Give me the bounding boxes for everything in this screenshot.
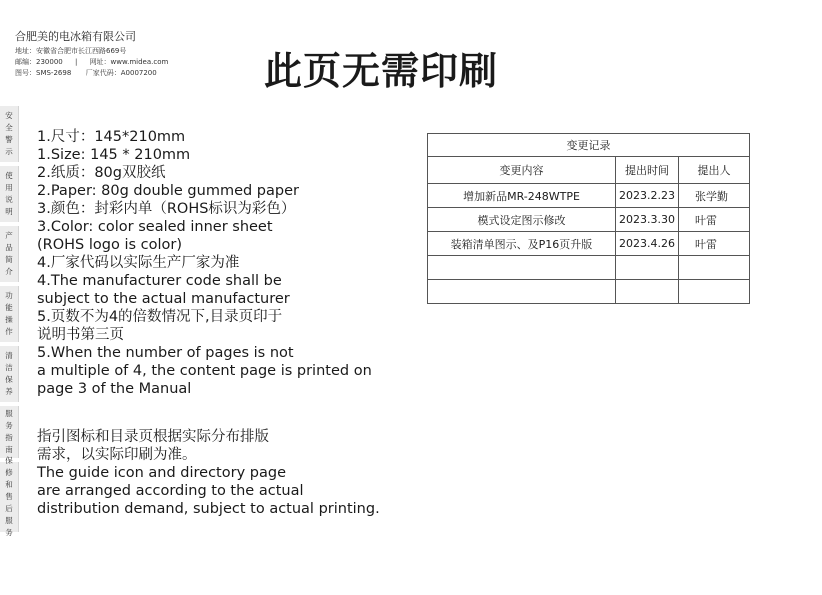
spec-line: 2.Paper: 80g double gummed paper <box>37 183 299 199</box>
change-log-title: 变更记录 <box>428 134 750 157</box>
spec-line: a multiple of 4, the content page is printed on <box>37 363 372 379</box>
spec-line: 1.Size: 145 * 210mm <box>37 147 191 163</box>
tab-cleaning-maintenance[interactable] <box>0 346 19 402</box>
factory-code: 厂家代码：A0007200 <box>85 69 157 77</box>
spec-line: 2.纸质：80g双胶纸 <box>37 165 166 181</box>
company-postcode: 邮编：230000 <box>15 58 63 66</box>
tab-warranty-service[interactable] <box>0 456 19 537</box>
company-name: 合肥美的电冰箱有限公司 <box>15 30 136 43</box>
spec-line: subject to the actual manufacturer <box>37 291 290 307</box>
tab-usage-instructions[interactable] <box>0 166 19 222</box>
guide-line: 指引图标和目录页根据实际分布排版 <box>37 429 269 445</box>
change-log-table <box>427 133 750 304</box>
company-address: 地址：安徽省合肥市长江西路669号 <box>15 47 127 55</box>
change-date-cell <box>616 256 679 280</box>
change-content-cell: 模式设定图示修改 <box>428 208 616 232</box>
company-contact-line: 邮编：230000 | 网址：www.midea.com <box>15 58 169 66</box>
spec-line: page 3 of the Manual <box>37 381 192 397</box>
company-info <box>15 31 168 79</box>
spec-line: (ROHS logo is color) <box>37 237 182 253</box>
company-website: 网址：www.midea.com <box>89 58 169 66</box>
spec-line: 说明书第三页 <box>37 327 124 343</box>
change-content-cell: 装箱清单图示、及P16页升版 <box>428 232 616 256</box>
table-row <box>428 280 750 304</box>
column-header-content: 变更内容 <box>428 157 616 184</box>
guide-line: are arranged according to the actual <box>37 483 304 499</box>
table-row <box>428 256 750 280</box>
drawing-number: 图号：SMS-2698 <box>15 69 72 77</box>
tab-label: 清洁保养 <box>5 351 13 396</box>
guide-line: distribution demand, subject to actual printing. <box>37 501 380 517</box>
table-row <box>428 208 750 232</box>
change-date-cell: 2023.3.30 <box>616 208 679 232</box>
tab-product-intro[interactable] <box>0 226 19 282</box>
column-header-date: 提出时间 <box>616 157 679 184</box>
guide-line: The guide icon and directory page <box>37 465 286 481</box>
spec-line: 3.Color: color sealed inner sheet <box>37 219 273 235</box>
column-header-person: 提出人 <box>679 157 750 184</box>
spec-line: 5.When the number of pages is not <box>37 345 294 361</box>
spec-line: 5.页数不为4的倍数情况下,目录页印于 <box>37 309 283 325</box>
table-row <box>428 232 750 256</box>
change-date-cell <box>616 280 679 304</box>
tab-safety-warning[interactable] <box>0 106 19 162</box>
change-person-cell: 叶雷 <box>679 208 750 232</box>
tab-label: 产品简介 <box>5 231 13 276</box>
table-row <box>428 184 750 208</box>
print-specification <box>37 128 412 518</box>
change-person-cell: 叶雷 <box>679 232 750 256</box>
spec-line: 4.厂家代码以实际生产厂家为准 <box>37 255 240 271</box>
tab-service-guide[interactable] <box>0 406 19 458</box>
change-person-cell <box>679 256 750 280</box>
guide-line: 需求，以实际印刷为准。 <box>37 447 197 463</box>
tab-label: 安全警示 <box>5 111 13 156</box>
tab-label: 保修和售后服务 <box>5 456 13 537</box>
spec-line: 3.颜色：封彩内单（ROHS标识为彩色） <box>37 201 296 217</box>
spec-line: 1.尺寸：145*210mm <box>37 129 186 145</box>
spec-line: 4.The manufacturer code shall be <box>37 273 282 289</box>
change-person-cell <box>679 280 750 304</box>
change-date-cell: 2023.2.23 <box>616 184 679 208</box>
change-content-cell <box>428 256 616 280</box>
tab-label: 服务指南 <box>5 409 13 454</box>
change-person-cell: 张学勤 <box>679 184 750 208</box>
change-content-cell <box>428 280 616 304</box>
tab-function-operation[interactable] <box>0 286 19 342</box>
change-content-cell: 增加新品MR-248WTPE <box>428 184 616 208</box>
change-date-cell: 2023.4.26 <box>616 232 679 256</box>
page-title: 此页无需印刷 <box>264 49 499 93</box>
company-codes-line <box>15 68 168 79</box>
tab-label: 功能操作 <box>5 291 13 336</box>
tab-label: 使用说明 <box>5 171 13 216</box>
